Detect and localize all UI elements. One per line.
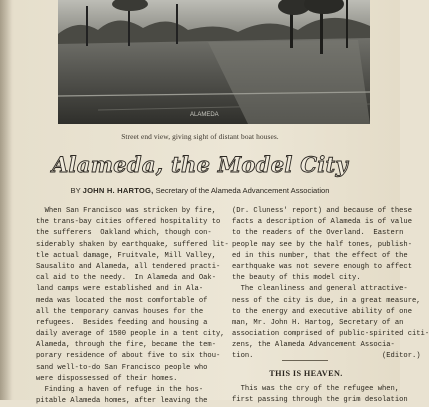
text-line: association comprised of public-spirited citi-: [232, 330, 429, 339]
street-photo: [58, 0, 370, 124]
text-line: earthquake was not severe enough to affect: [232, 262, 412, 271]
section-divider: [282, 360, 328, 361]
text-line: the sufferers Oakland which, though con-: [36, 229, 212, 238]
text-line: the trans-bay cities offered hospitality to: [36, 218, 221, 227]
author-title: Secretary of the Alameda Advancement Association: [155, 186, 330, 195]
text-line: The cleanliness and general attractive-: [232, 285, 408, 294]
text-line: (Dr. Cluness' report) and because of these: [232, 207, 412, 215]
right-column: [232, 206, 429, 363]
text-line: cal aid to the needy. In Alameda and Oak-: [36, 274, 216, 283]
text-line: sand well-to-do San Francisco people who: [36, 363, 208, 372]
text-line: land camps were established and in Ala-: [36, 285, 204, 294]
text-line: daily average of 1500 people in a tent city,: [36, 330, 225, 339]
text-line: zens, the Alameda Advancement Associa-: [232, 341, 395, 350]
text-line: meda was located the most comfortable of: [36, 296, 208, 305]
right-column-continued: [232, 384, 408, 406]
text-line: Sausalito and Alameda, all tendered practi-: [36, 262, 221, 271]
text-line: people may see by the half tones, publish-: [232, 240, 412, 249]
text-line: siderably shaken by earthquake, suffered lit-: [36, 240, 229, 249]
article-byline: [0, 186, 400, 195]
binding-shadow: [0, 0, 12, 400]
text-line: to the energy and executive ability of one: [232, 307, 412, 316]
author-name: JOHN H. HARTOG,: [82, 186, 154, 195]
text-line: This was the cry of the refugee when,: [232, 385, 400, 393]
text-line: tle actual damage, Fruitvale, Mill Valley,: [36, 251, 216, 260]
text-line: facts a description of Alameda is of value: [232, 218, 412, 227]
text-line: all the temporary canvas houses for the: [36, 307, 204, 316]
photo-inscription: ALAMEDA: [190, 112, 219, 118]
text-line: ed in this number, that the effect of the: [232, 251, 408, 260]
byline-prefix: BY: [70, 186, 81, 195]
left-column: [36, 206, 229, 407]
text-line: man, Mr. John H. Hartog, Secretary of an: [232, 318, 404, 327]
section-subhead: THIS IS HEAVEN.: [269, 369, 343, 378]
text-line: first passing through the grim desolation: [232, 396, 408, 405]
text-line: tion. (Editor.): [232, 352, 421, 361]
text-line: porary residence of about five to six thou-: [36, 352, 221, 361]
text-line: the beauty of this model city.: [232, 274, 361, 283]
text-line: refugees. Besides feeding and housing a: [36, 318, 208, 327]
text-line: to the readers of the Overland. Eastern: [232, 229, 404, 238]
text-line: Alameda, through the fire, became the tem-: [36, 341, 216, 350]
text-line: ness of the city is due, in a great measure,: [232, 296, 421, 305]
text-line: pitable Alameda homes, after leaving the: [36, 397, 208, 406]
article-headline: Alameda, the Model City: [51, 152, 349, 177]
photo-caption: Street end view, giving sight of distant boat houses.: [121, 132, 279, 141]
text-line: Finding a haven of refuge in the hos-: [36, 386, 204, 394]
text-line: were dispossessed of their homes.: [36, 374, 178, 383]
text-line: When San Francisco was stricken by fire,: [36, 207, 216, 215]
street-photo-drawing: [58, 0, 370, 124]
